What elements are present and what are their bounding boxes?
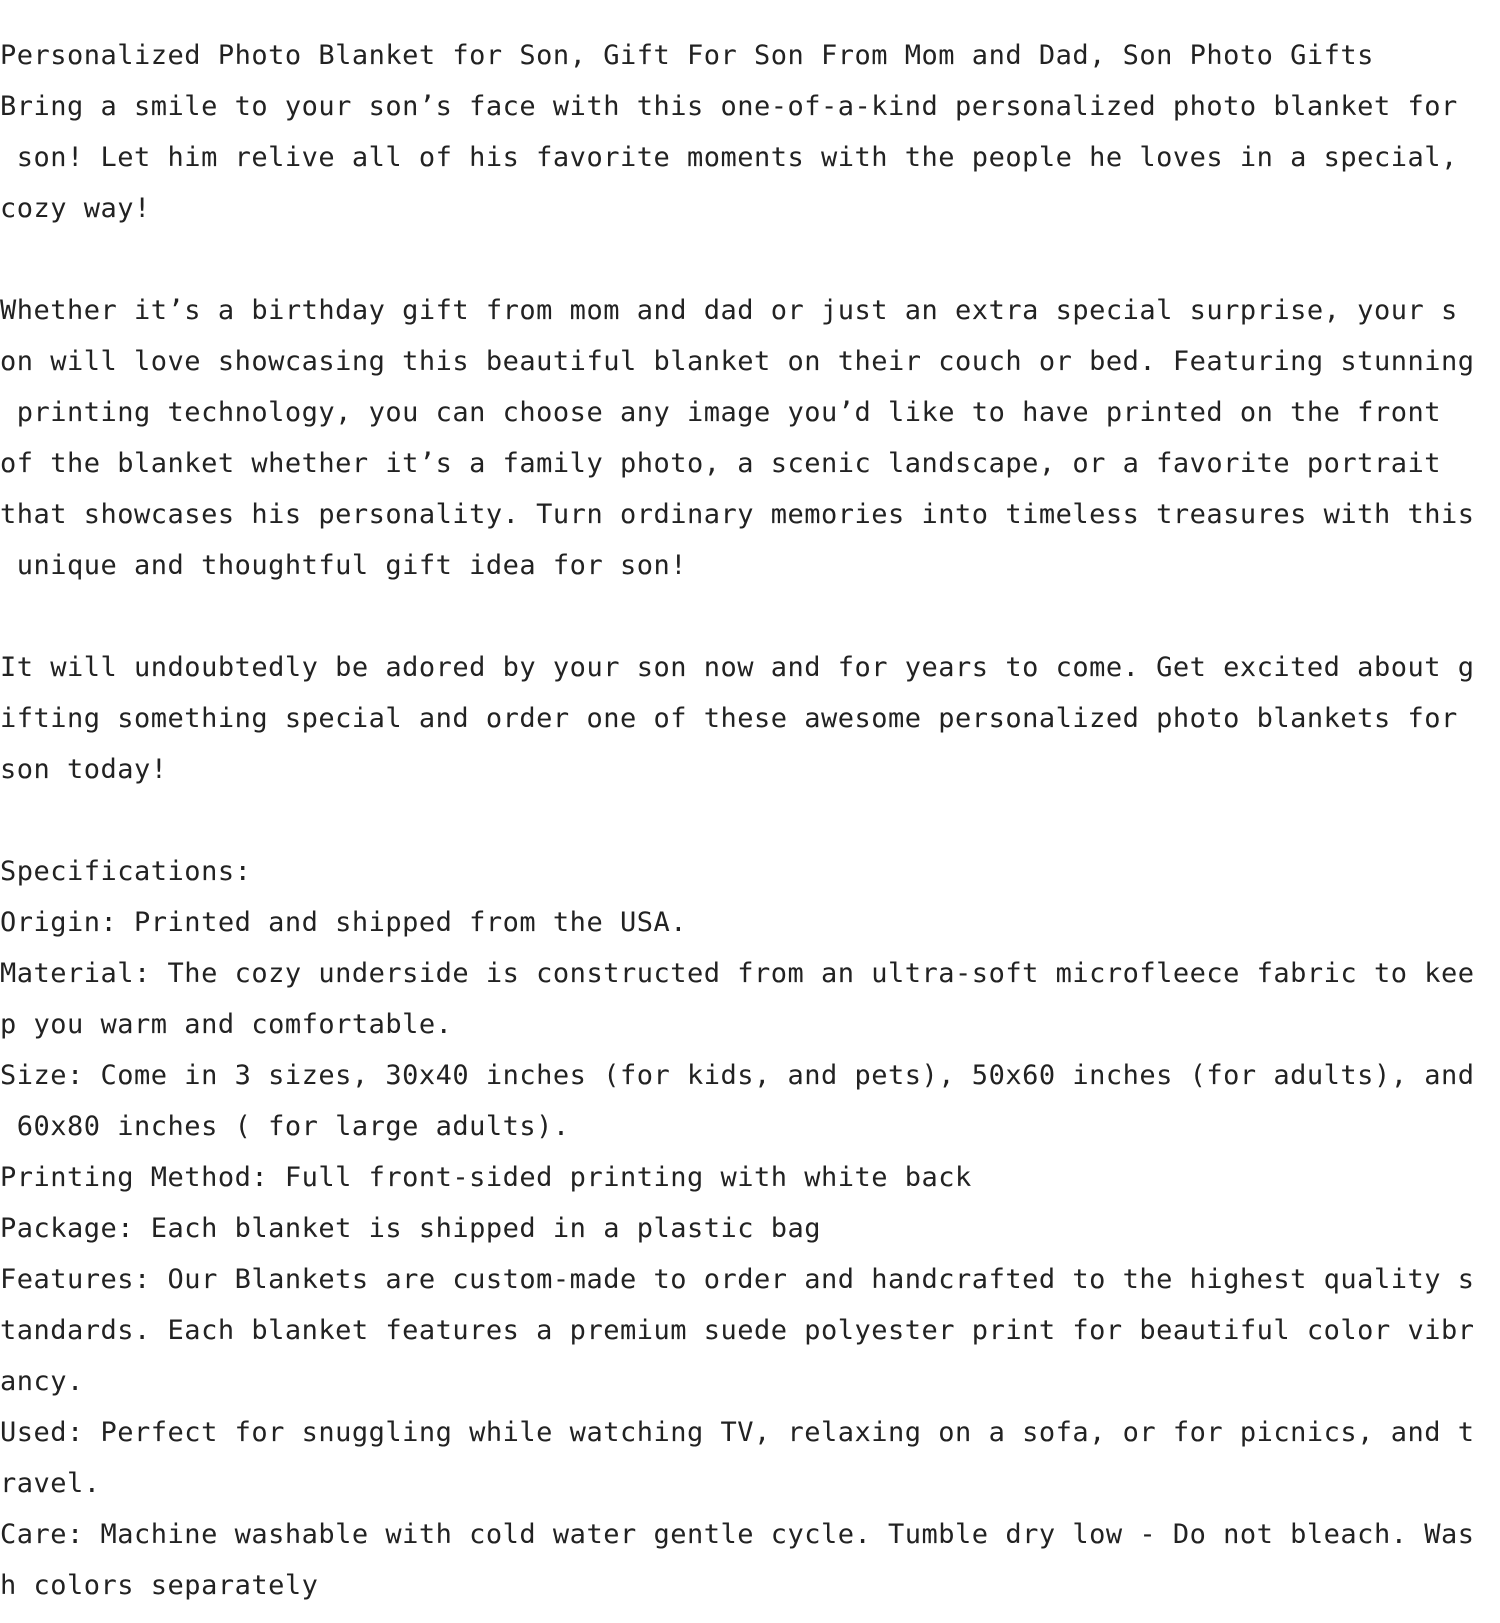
spec-printing-method: Printing Method: Full front-sided printing with white back [0,1162,972,1193]
spec-used: Used: Perfect for snuggling while watching TV, relaxing on a sofa, or for picnics, and t [0,1417,1475,1448]
spec-care: Care: Machine washable with cold water gentle cycle. Tumble dry low - Do not bleach. Was [0,1519,1475,1550]
paragraph-spacer [0,795,1500,846]
paragraph-3-line: It will undoubtedly be adored by your son now and for years to come. Get excited about g [0,652,1475,683]
spec-features-cont: tandards. Each blanket features a premium suede polyester print for beautiful color vibr [0,1315,1475,1346]
spec-material-cont: p you warm and comfortable. [0,1009,453,1040]
paragraph-3-line: son today! [0,754,168,785]
spec-size-cont: 60x80 inches ( for large adults). [0,1111,570,1142]
spec-material: Material: The cozy underside is constructed from an ultra-soft microfleece fabric to kee [0,958,1475,989]
document-title: Personalized Photo Blanket for Son, Gift For Son From Mom and Dad, Son Photo Gifts [0,40,1374,71]
spec-features: Features: Our Blankets are custom-made to order and handcrafted to the highest quality s [0,1264,1475,1295]
paragraph-1-line: Bring a smile to your son’s face with this one-of-a-kind personalized photo blanket for [0,91,1458,122]
paragraph-2-line: unique and thoughtful gift idea for son! [0,550,687,581]
paragraph-spacer [0,591,1500,642]
spec-used-cont: ravel. [0,1468,101,1499]
paragraph-spacer [0,234,1500,285]
paragraph-3-line: ifting something special and order one of these awesome personalized photo blankets for [0,703,1458,734]
spec-care-cont: h colors separately [0,1570,319,1601]
paragraph-2-line: that showcases his personality. Turn ordinary memories into timeless treasures with this [0,499,1475,530]
paragraph-2-line: printing technology, you can choose any image you’d like to have printed on the front [0,397,1441,428]
paragraph-2-line: of the blanket whether it’s a family photo, a scenic landscape, or a favorite portrait [0,448,1441,479]
paragraph-2-line: Whether it’s a birthday gift from mom and dad or just an extra special surprise, your s [0,295,1458,326]
spec-features-cont: ancy. [0,1366,84,1397]
paragraph-2-line: on will love showcasing this beautiful blanket on their couch or bed. Featuring stunning [0,346,1475,377]
spec-package: Package: Each blanket is shipped in a plastic bag [0,1213,822,1244]
paragraph-1-line: cozy way! [0,193,151,224]
spec-origin: Origin: Printed and shipped from the USA. [0,907,687,938]
spec-size: Size: Come in 3 sizes, 30x40 inches (for kids, and pets), 50x60 inches (for adults), and [0,1060,1475,1091]
specifications-heading: Specifications: [0,856,252,887]
paragraph-1-line: son! Let him relive all of his favorite moments with the people he loves in a special, [0,142,1458,173]
